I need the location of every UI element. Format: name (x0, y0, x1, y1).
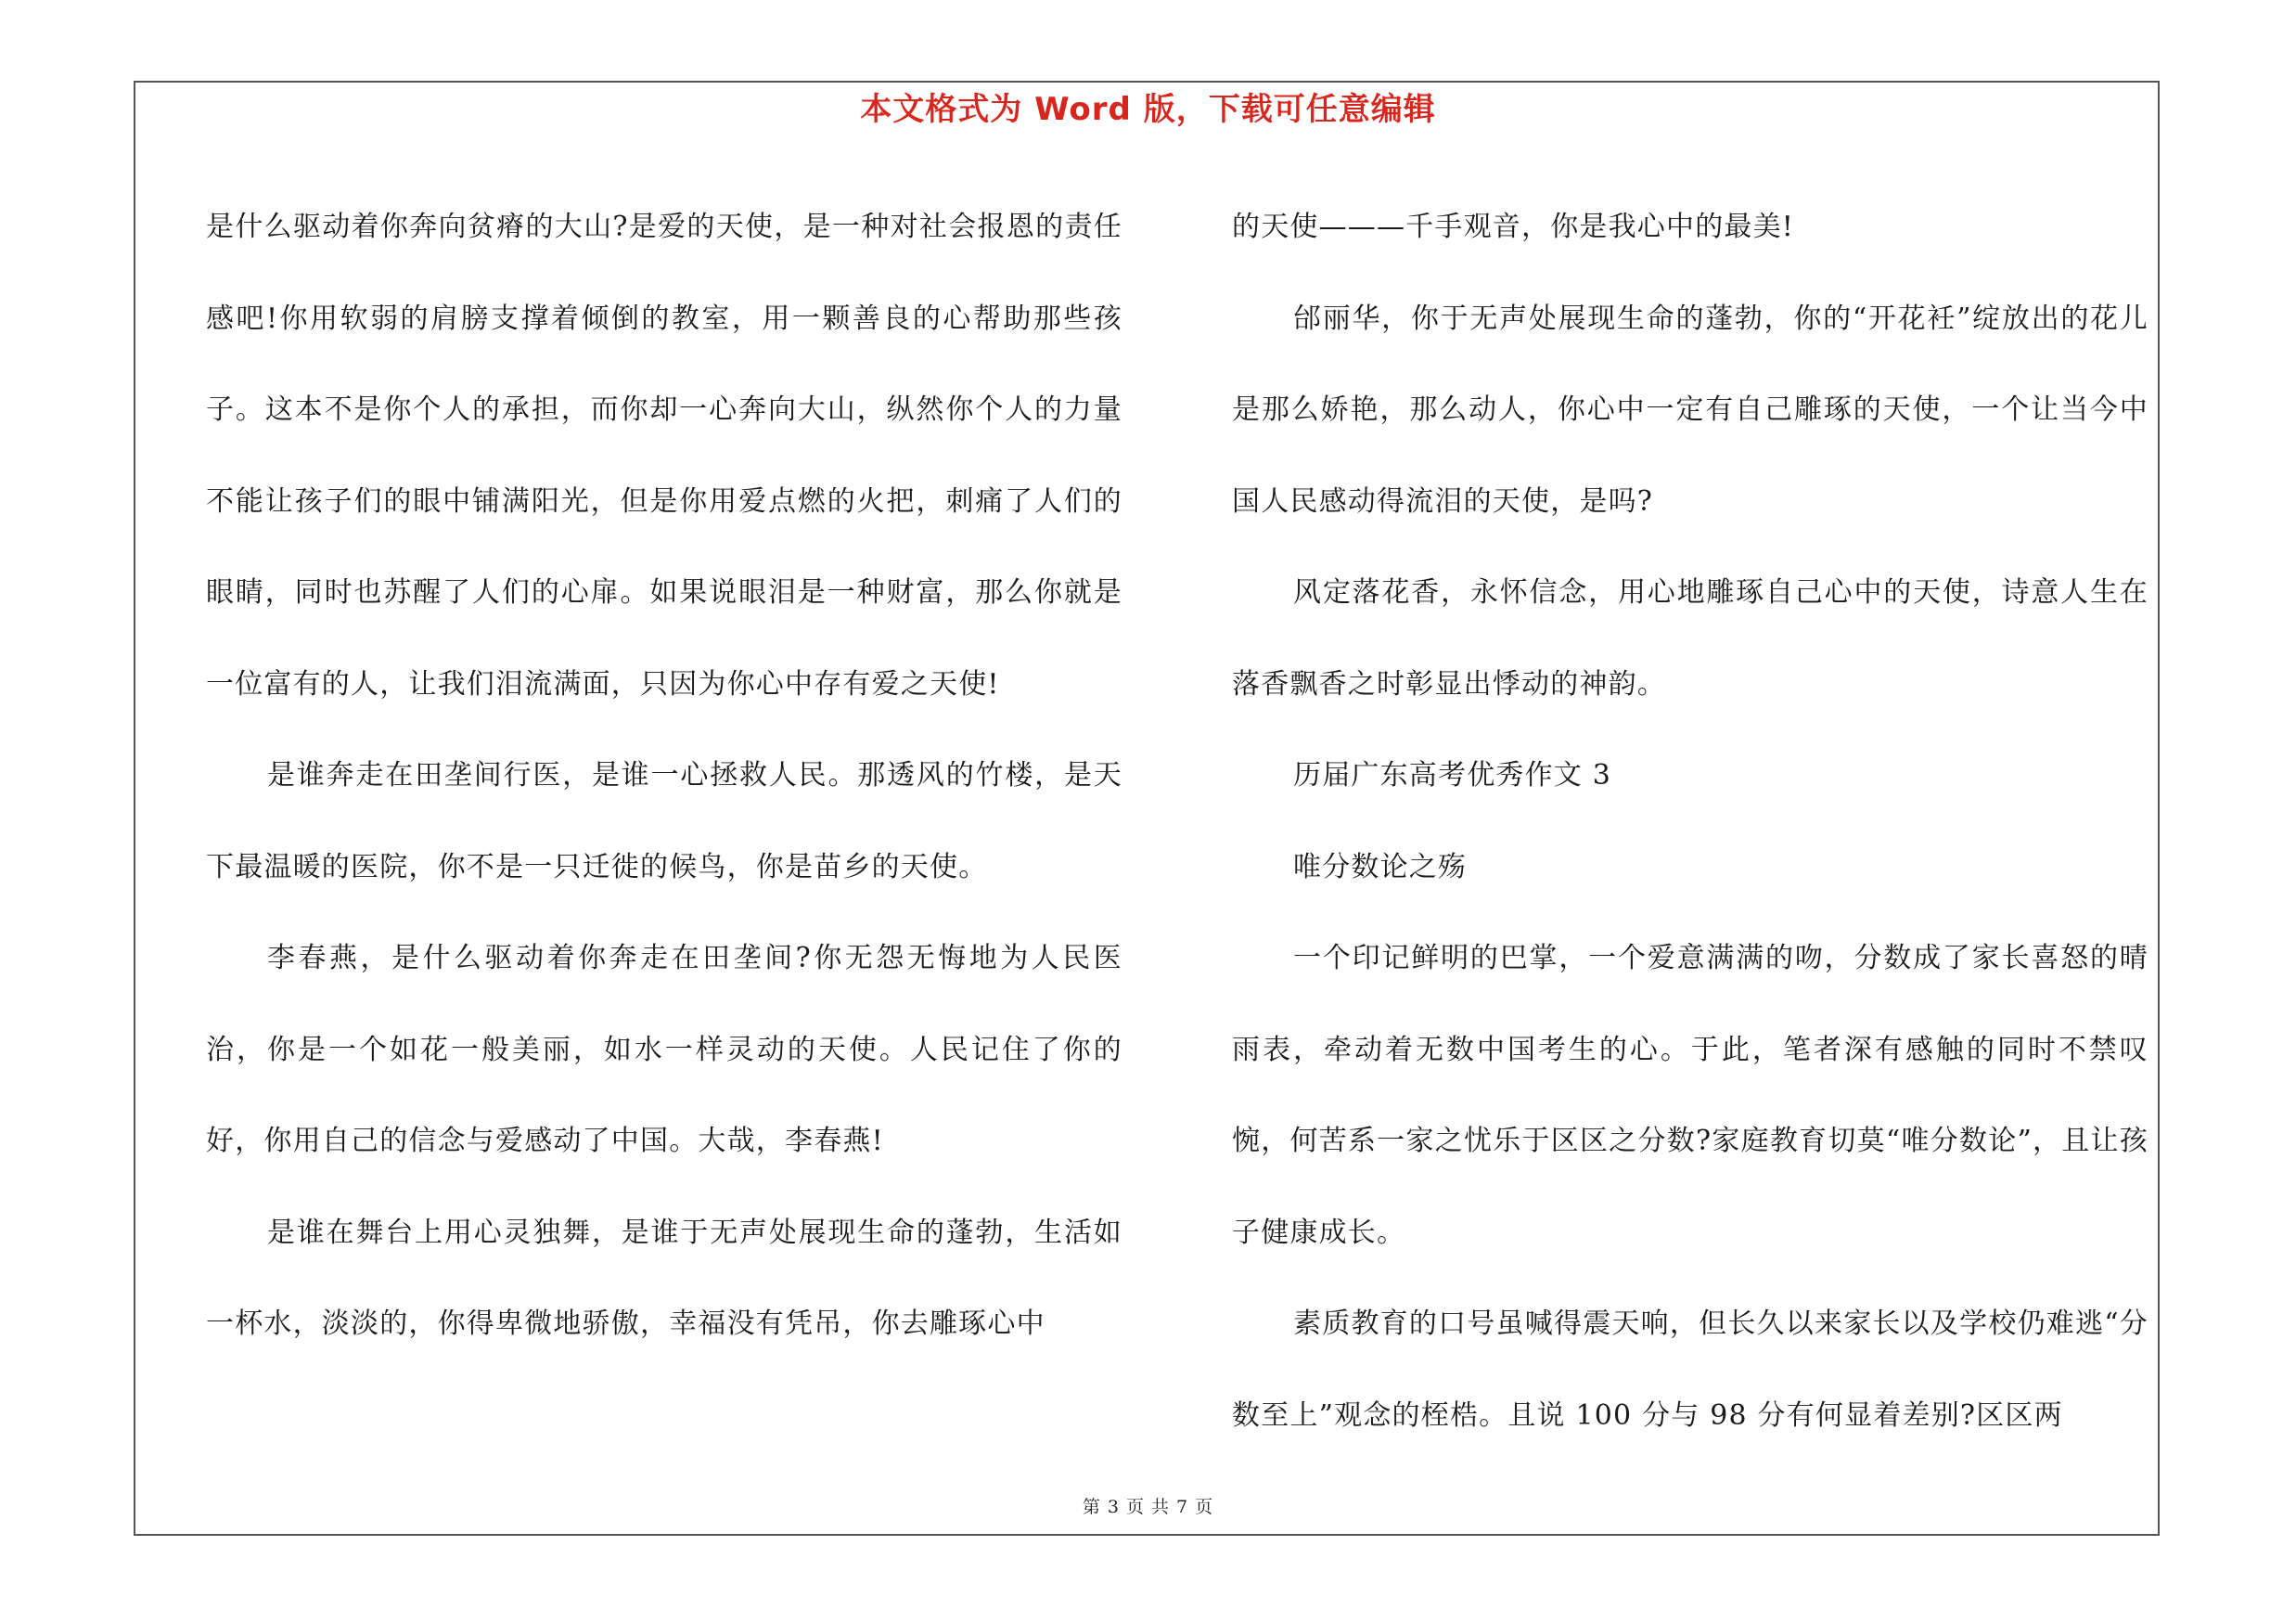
paragraph: 风定落花香，永怀信念，用心地雕琢自己心中的天使，诗意人生在落香飘香之时彰显出悸动的神韵。 (1232, 576, 2148, 701)
word-format-notice: 本文格式为 Word 版，下载可任意编辑 (860, 91, 1436, 128)
paragraph: 是谁在舞台上用心灵独舞，是谁于无声处展现生命的蓬勃，生活如一杯水，淡淡的，你得卑微地骄傲，幸福没有凭吊，你去雕琢心中 (206, 1216, 1122, 1340)
page-number-footer: 第 3 页 共 7 页 (1082, 1497, 1214, 1517)
paragraph: 是谁奔走在田垄间行医，是谁一心拯救人民。那透风的竹楼，是天下最温暖的医院，你不是一只迁徙的候鸟，你是苗乡的天使。 (206, 759, 1122, 883)
paragraph: 一个印记鲜明的巴掌，一个爱意满满的吻，分数成了家长喜怒的晴雨表，牵动着无数中国考生的心。于此，笔者深有感触的同时不禁叹惋，何苦系一家之忧乐于区区之分数?家庭教育切莫“唯分数论”，且让孩子健康成长。 (1232, 942, 2148, 1249)
right-text-column (1232, 182, 2148, 1462)
paragraph: 的天使———千手观音，你是我心中的最美! (1232, 211, 1795, 243)
paragraph: 是什么驱动着你奔向贫瘠的大山?是爱的天使，是一种对社会报恩的责任感吧!你用软弱的肩膀支撑着倾倒的教室，用一颗善良的心帮助那些孩子。这本不是你个人的承担，而你却一心奔向大山，纵然你个人的力量不能让孩子们的眼中铺满阳光，但是你用爱点燃的火把，刺痛了人们的眼睛，同时也苏醒了人们的心扉。如果说眼泪是一种财富，那么你就是一位富有的人，让我们泪流满面，只因为你心中存有爱之天使! (206, 211, 1122, 701)
left-text-column (206, 182, 1122, 1371)
paragraph: 邰丽华，你于无声处展现生命的蓬勃，你的“开花衽”绽放出的花儿是那么娇艳，那么动人，你心中一定有自己雕琢的天使，一个让当今中国人民感动得流泪的天使，是吗? (1232, 302, 2148, 518)
paragraph: 李春燕，是什么驱动着你奔走在田垄间?你无怨无悔地为人民医治，你是一个如花一般美丽，如水一样灵动的天使。人民记住了你的好，你用自己的信念与爱感动了中国。大哉，李春燕! (206, 942, 1122, 1157)
paragraph: 素质教育的口号虽喊得震天响，但长久以来家长以及学校仍难逃“分数至上”观念的桎梏。且说 100 分与 98 分有何显着差别?区区两 (1232, 1307, 2148, 1432)
essay-title: 唯分数论之殇 (1293, 850, 1468, 883)
essay-heading: 历届广东高考优秀作文 3 (1293, 759, 1612, 792)
